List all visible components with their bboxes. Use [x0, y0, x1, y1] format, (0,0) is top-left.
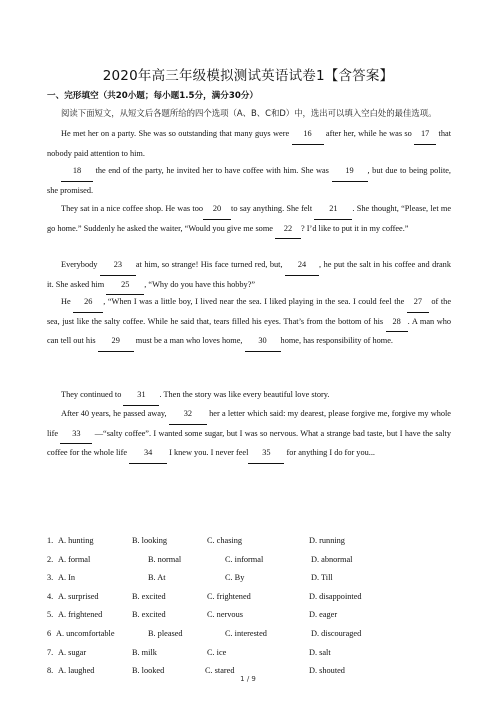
option-a: A. hunting [58, 536, 94, 545]
option-row-4 [47, 592, 467, 611]
passage-text: at him, so strange! His face turned red, but, [135, 260, 286, 269]
blank-21: 21 [314, 200, 352, 220]
option-number: 3. [47, 573, 54, 583]
passage-paragraph-6 [47, 386, 451, 406]
page-title: 2020年高三年级模拟测试英语试卷1【含答案】 [102, 68, 394, 84]
option-c: C. informal [225, 554, 264, 564]
section-heading: 一、完形填空（共20小题；每小题1.5分，满分30分） [47, 91, 259, 101]
blank-20: 20 [203, 200, 231, 220]
passage-text: I knew you. I never feel [167, 448, 249, 457]
instructions: 阅读下面短文，从短文后各题所给的四个选项（A、B、C和D）中，选出可以填入空白处的最佳选项。 [61, 108, 437, 118]
answer-options [47, 536, 467, 685]
passage-text: ? I’d like to put it in my coffee.” [301, 223, 409, 233]
option-a: A. uncomfortable [56, 628, 115, 638]
option-d: D. discouraged [311, 628, 362, 638]
passage-text: . A man who can tell out his [47, 316, 451, 345]
blank-23: 23 [100, 256, 136, 276]
option-d: D. abnormal [311, 554, 353, 564]
passage-text: He [61, 297, 74, 306]
option-d: D. running [309, 536, 345, 545]
option-b: B. looking [132, 536, 168, 545]
option-b: B. looked [132, 666, 165, 676]
option-b: B. excited [132, 610, 166, 620]
option-row-2 [47, 555, 467, 574]
passage-text: He met her on a party. She was so outstanding that many guys were [61, 129, 292, 138]
blank-25: 25 [106, 276, 144, 296]
passage-text: After 40 years, he passed away, [61, 409, 169, 418]
blank-33: 33 [60, 425, 92, 445]
passage-text: . She thought, “Please, let me go home.” Suddenly he asked the waiter, “Would you give me some [47, 204, 452, 233]
blank-22: 22 [275, 220, 301, 240]
option-c: C. stared [205, 666, 235, 676]
passage-paragraph-1 [47, 125, 451, 163]
passage-text: home, has responsibility of home. [280, 336, 394, 345]
option-d: D. salt [309, 647, 331, 657]
blank-32: 32 [169, 405, 207, 425]
passage-paragraph-4 [47, 256, 451, 295]
option-c: C. nervous [207, 610, 243, 620]
option-row-7 [47, 648, 467, 667]
blank-30: 30 [245, 332, 281, 352]
passage-paragraph-7 [47, 405, 451, 464]
blank-28: 28 [386, 313, 408, 333]
option-number: 6 [47, 628, 52, 638]
option-a: A. In [58, 573, 76, 583]
option-a: A. sugar [58, 647, 87, 657]
option-number: 8. [47, 666, 54, 676]
passage-text: Everybody [61, 260, 100, 269]
passage-text: of the sea, just like the salty coffee. While he said that, tears filled his eyes. That’s from the bottom of his [47, 297, 451, 326]
option-b: B. excited [132, 591, 166, 601]
blank-35: 35 [248, 444, 284, 464]
passage-text: . Then the story was like every beautiful love story. [159, 390, 330, 399]
passage-paragraph-3 [47, 200, 451, 239]
passage-text: They continued to [61, 390, 124, 399]
passage-paragraph-2 [47, 162, 451, 200]
option-number: 1. [47, 536, 54, 545]
blank-26: 26 [73, 293, 103, 313]
option-row-1 [47, 536, 467, 555]
option-d: D. Till [311, 573, 333, 583]
option-b: B. At [148, 573, 166, 583]
option-d: D. eager [309, 610, 338, 620]
option-d: D. shouted [309, 666, 345, 676]
option-a: A. frightened [58, 610, 103, 620]
option-c: C. frightened [207, 591, 251, 601]
option-a: A. laughed [58, 666, 95, 676]
blank-17: 17 [414, 125, 436, 145]
option-b: B. pleased [148, 628, 183, 638]
passage-text: the end of the party, he invited her to have coffee with him. She was [93, 166, 332, 175]
passage-text: , but due to being polite, she promised. [47, 166, 452, 195]
blank-16: 16 [292, 125, 324, 145]
option-b: B. milk [132, 647, 157, 657]
blank-18: 18 [61, 162, 93, 182]
blank-34: 34 [129, 444, 167, 464]
blank-24: 24 [285, 256, 319, 276]
passage-text: after her, while he was so [323, 129, 415, 138]
passage-text: —“salty coffee”. I wanted some sugar, but I was so nervous. What a strange bad taste, but I have the salty coffee for the whole life [47, 428, 451, 457]
option-number: 2. [47, 554, 54, 564]
option-c: C. interested [225, 628, 267, 638]
passage-text: , “Why do you have this hobby?” [144, 279, 256, 289]
option-d: D. disappointed [309, 591, 362, 601]
option-number: 4. [47, 591, 54, 601]
passage-text: for anything I do for you... [284, 448, 375, 457]
passage-text: must be a man who loves home, [133, 336, 245, 345]
option-row-6 [47, 629, 467, 648]
passage-text: that nobody paid attention to him. [47, 129, 451, 158]
passage-text: , he put the salt in his coffee and drank it. She asked him [47, 260, 451, 289]
option-c: C. By [225, 573, 245, 583]
option-number: 7. [47, 647, 54, 657]
blank-27: 27 [407, 293, 429, 313]
option-row-3 [47, 573, 467, 592]
option-c: C. ice [207, 647, 227, 657]
page-number: 1 / 9 [240, 675, 256, 683]
passage-text: her a letter which said: my dearest, please forgive me, forgive my whole life [47, 409, 451, 438]
option-a: A. surprised [58, 591, 99, 601]
option-b: B. normal [148, 554, 182, 564]
blank-19: 19 [332, 162, 368, 182]
option-a: A. formal [58, 554, 91, 564]
option-row-5 [47, 610, 467, 629]
blank-29: 29 [98, 332, 134, 352]
option-c: C. chasing [207, 536, 243, 545]
passage-text: They sat in a nice coffee shop. He was too [61, 204, 204, 213]
passage-text: , “When I was a little boy, I lived near the sea. I liked playing in the sea. I could feel the [103, 297, 407, 306]
blank-31: 31 [123, 386, 159, 406]
passage-paragraph-5 [47, 293, 451, 352]
option-number: 5. [47, 610, 54, 620]
passage-text: to say anything. She felt [231, 204, 315, 213]
